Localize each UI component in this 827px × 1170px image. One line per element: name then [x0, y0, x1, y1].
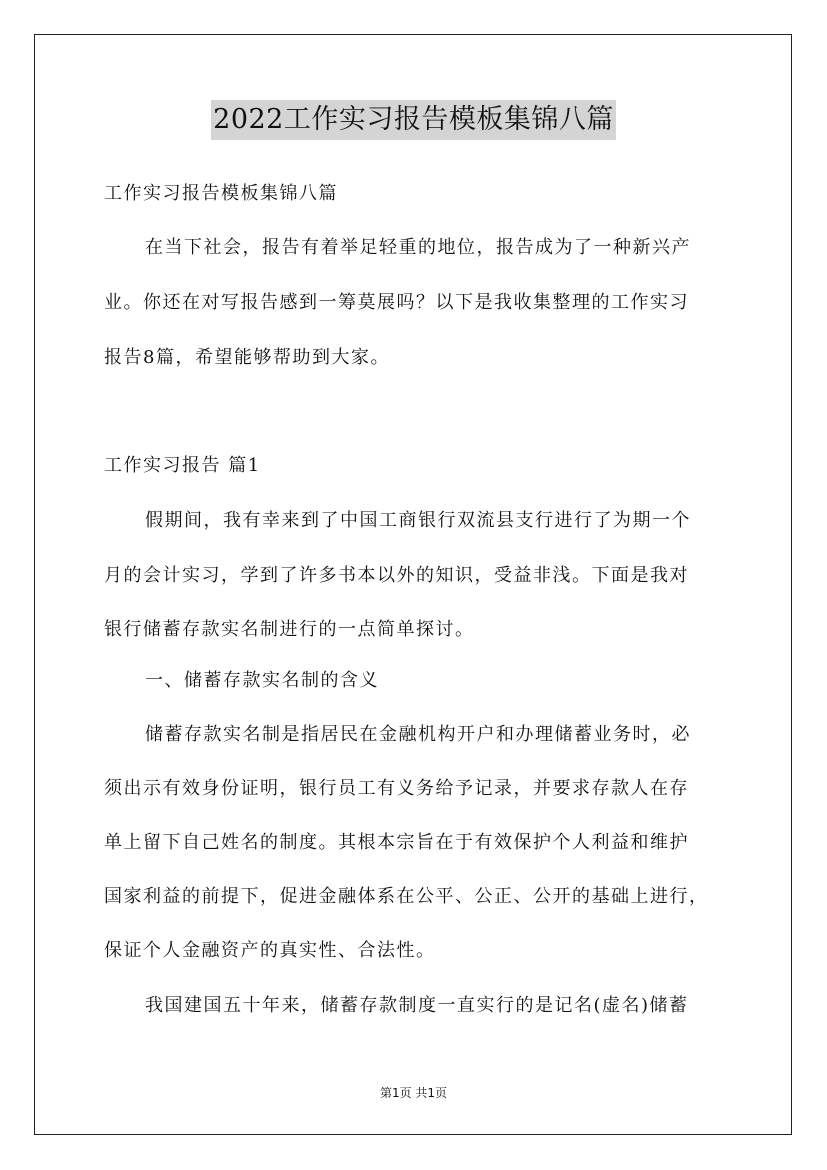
- intro-line-2: 业。你还在对写报告感到一筹莫展吗？以下是我收集整理的工作实习: [104, 292, 689, 313]
- section1-para2-line-2: 须出示有效身份证明，银行员工有义务给予记录，并要求存款人在存: [104, 778, 689, 799]
- section1-para1-line-2: 月的会计实习，学到了许多书本以外的知识，受益非浅。下面是我对: [104, 565, 689, 586]
- section1-para1-line-3: 银行储蓄存款实名制进行的一点简单探讨。: [104, 619, 475, 640]
- section1-para1-line-1: 假期间，我有幸来到了中国工商银行双流县支行进行了为期一个: [145, 510, 691, 531]
- intro-line-3: 报告8篇，希望能够帮助到大家。: [104, 347, 390, 368]
- page-footer: 第1页 共1页: [379, 1086, 448, 1100]
- section1-para2-line-3: 单上留下自己姓名的制度。其根本宗旨在于有效保护个人利益和维护: [104, 832, 689, 853]
- document-title: 2022工作实习报告模板集锦八篇: [211, 100, 616, 140]
- section1-para3-line-1: 我国建国五十年来，储蓄存款制度一直实行的是记名(虚名)储蓄: [145, 995, 689, 1016]
- title-container: [0, 100, 827, 140]
- section1-para2-line-5: 保证个人金融资产的真实性、合法性。: [104, 940, 436, 961]
- section1-para2-line-4: 国家利益的前提下，促进金融体系在公平、公正、公开的基础上进行，: [104, 886, 709, 907]
- section1-para2-line-1: 储蓄存款实名制是指居民在金融机构开户和办理储蓄业务时，必: [145, 724, 691, 745]
- intro-heading: 工作实习报告模板集锦八篇: [104, 183, 338, 204]
- section1-heading: 工作实习报告 篇1: [104, 455, 261, 476]
- subheading-1: 一、储蓄存款实名制的含义: [145, 670, 379, 691]
- intro-line-1: 在当下社会，报告有着举足轻重的地位，报告成为了一种新兴产: [145, 237, 691, 258]
